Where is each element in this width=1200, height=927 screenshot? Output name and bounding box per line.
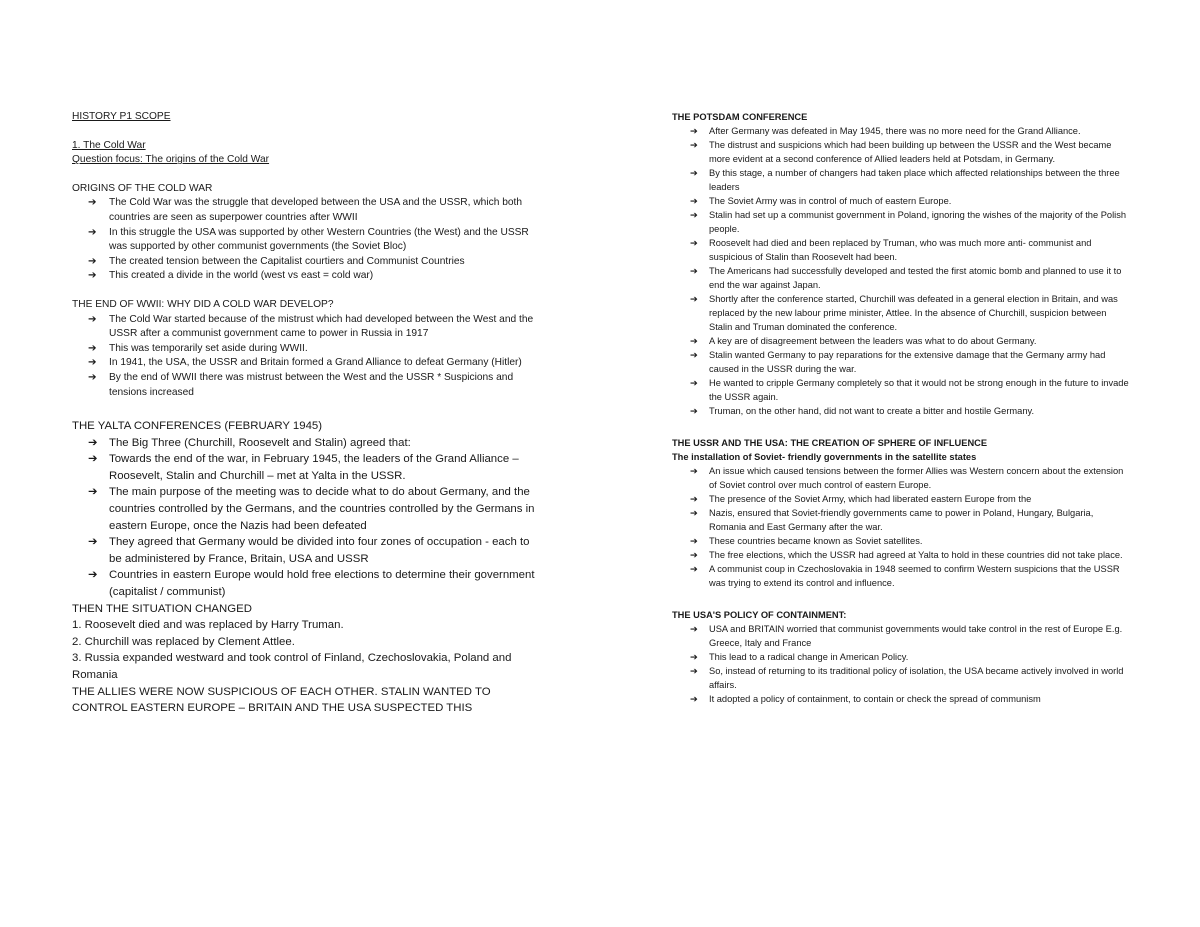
arrow-icon: ➔	[690, 406, 698, 416]
list-item: ➔ These countries became known as Soviet satellites.	[690, 536, 923, 546]
list-item: ➔ Roosevelt had died and been replaced by Truman, who was much more anti- communist and suspicious of Stalin than Roosevelt had been.	[690, 238, 1092, 262]
unit-title: 1. The Cold War	[72, 139, 146, 151]
list-item: ➔ Truman, on the other hand, did not want to create a bitter and hostile Germany.	[690, 406, 1035, 416]
arrow-icon: ➔	[690, 564, 698, 574]
change-item: 1. Roosevelt died and was replaced by Harry Truman.	[72, 619, 344, 632]
list-item: ➔ By this stage, a number of changers had taken place which affected relationships between the three leaders	[690, 168, 1120, 192]
arrow-icon: ➔	[690, 126, 698, 136]
arrow-icon: ➔	[690, 266, 698, 276]
list-item: ➔ The Americans had successfully developed and tested the first atomic bomb and planned to use it to end the war against Japan.	[690, 266, 1122, 290]
arrow-icon: ➔	[690, 694, 698, 704]
arrow-icon: ➔	[690, 210, 698, 220]
situation-changed-title: THEN THE SITUATION CHANGED	[72, 602, 252, 615]
arrow-icon: ➔	[88, 342, 97, 354]
arrow-icon: ➔	[690, 140, 698, 150]
arrow-icon: ➔	[88, 197, 97, 209]
yalta-list	[72, 435, 542, 601]
list-item: ➔ The created tension between the Capitalist courtiers and Communist Countries	[72, 255, 542, 270]
arrow-icon: ➔	[88, 357, 97, 369]
arrow-icon: ➔	[88, 371, 97, 383]
right-column	[672, 110, 1132, 706]
potsdam-title: THE POTSDAM CONFERENCE	[672, 112, 808, 122]
arrow-icon: ➔	[690, 378, 698, 388]
arrow-icon: ➔	[88, 255, 97, 267]
yalta-title: THE YALTA CONFERENCES (FEBRUARY 1945)	[72, 420, 323, 433]
list-item: ➔ He wanted to cripple Germany completely so that it would not be strong enough in the future to invade the USSR again.	[690, 378, 1129, 402]
list-item: ➔ This lead to a radical change in American Policy.	[690, 652, 909, 662]
arrow-icon: ➔	[88, 486, 98, 499]
arrow-icon: ➔	[690, 550, 698, 560]
list-item: ➔ Stalin wanted Germany to pay reparations for the extensive damage that the Germany army had caused in the USSR during the war.	[690, 350, 1106, 374]
end-of-wwii-title: THE END OF WWII: WHY DID A COLD WAR DEVELOP?	[72, 298, 334, 310]
yalta-section	[72, 418, 542, 717]
list-item: ➔ By the end of WWII there was mistrust between the West and the USSR * Suspicions and tensions increased	[88, 371, 514, 398]
arrow-icon: ➔	[88, 436, 98, 449]
arrow-icon: ➔	[690, 666, 698, 676]
containment-list	[672, 622, 1132, 706]
arrow-icon: ➔	[690, 350, 698, 360]
list-item: ➔ The Cold War started because of the mistrust which had developed between the West and the USSR after a communist government came to power in Russia in 1917	[88, 313, 534, 340]
list-item: ➔ The distrust and suspicions which had been building up between the USSR and the West became more evident at a second conference of Allied leaders held at Potsdam, in Germany.	[690, 140, 1112, 164]
origins-list	[72, 196, 542, 284]
list-item: ➔ A communist coup in Czechoslovakia in 1948 seemed to confirm Western suspicions that the USSR was trying to extend its control and influence.	[690, 564, 1120, 588]
potsdam-section	[672, 110, 1132, 418]
change-item: 2. Churchill was replaced by Clement Attlee.	[72, 635, 295, 648]
list-item: ➔ So, instead of returning to its traditional policy of isolation, the USA became actively involved in world affairs.	[690, 666, 1124, 690]
arrow-icon: ➔	[690, 508, 698, 518]
potsdam-list	[672, 124, 1132, 418]
list-item: ➔ USA and BRITAIN worried that communist governments would take control in the rest of Europe E.g. Greece, Italy and France	[690, 624, 1123, 648]
containment-title: THE USA'S POLICY OF CONTAINMENT:	[672, 610, 847, 620]
arrow-icon: ➔	[690, 494, 698, 504]
list-item: ➔ Shortly after the conference started, Churchill was defeated in a general election in Britain, and was replaced by the new labour prime minister, Attlee. In the absence of Churchill, suspicion between Stalin and Truman dominated the conference.	[690, 294, 1118, 332]
arrow-icon: ➔	[88, 270, 97, 282]
list-item: ➔ The Big Three (Churchill, Roosevelt and Stalin) agreed that:	[72, 435, 542, 452]
change-item: 3. Russia expanded westward and took control of Finland, Czechoslovakia, Poland and Romania	[72, 652, 512, 681]
arrow-icon: ➔	[690, 336, 698, 346]
list-item: ➔ This created a divide in the world (west vs east = cold war)	[72, 269, 542, 284]
list-item: ➔ The presence of the Soviet Army, which had liberated eastern Europe from the	[690, 494, 1032, 504]
list-item: ➔ It adopted a policy of containment, to contain or check the spread of communism	[690, 694, 1041, 704]
arrow-icon: ➔	[88, 536, 98, 549]
arrow-icon: ➔	[690, 624, 698, 634]
arrow-icon: ➔	[690, 168, 698, 178]
arrow-icon: ➔	[690, 294, 698, 304]
list-item: ➔ The main purpose of the meeting was to decide what to do about Germany, and the countries controlled by the Germans, and the countries controlled by the Germans in eastern Europe, once the Nazis had been defeated	[88, 486, 535, 532]
list-item: ➔ In this struggle the USA was supported by other Western Countries (the West) and the USSR was supported by other communist governments (the Soviet Bloc)	[88, 226, 529, 253]
arrow-icon: ➔	[690, 196, 698, 206]
list-item: ➔ They agreed that Germany would be divided into four zones of occupation - each to be administered by France, Britain, USA and USSR	[88, 536, 530, 565]
sphere-subtitle: The installation of Soviet- friendly governments in the satellite states	[672, 452, 977, 462]
conclusion-text: THE ALLIES WERE NOW SUSPICIOUS OF EACH OTHER. STALIN WANTED TO CONTROL EASTERN EUROPE – BRITAIN AND THE USA SUSPECTED THIS	[72, 685, 491, 715]
containment-section	[672, 608, 1132, 706]
end-of-wwii-section	[72, 298, 542, 400]
arrow-icon: ➔	[88, 453, 98, 466]
arrow-icon: ➔	[88, 569, 98, 582]
list-item: ➔ Towards the end of the war, in February 1945, the leaders of the Grand Alliance – Roosevelt, Stalin and Churchill – met at Yalta in the USSR.	[88, 453, 519, 482]
list-item: ➔ Stalin had set up a communist government in Poland, ignoring the wishes of the majority of the Polish people.	[690, 210, 1127, 234]
document-heading: HISTORY P1 SCOPE	[72, 111, 171, 122]
arrow-icon: ➔	[690, 466, 698, 476]
list-item: ➔ After Germany was defeated in May 1945, there was no more need for the Grand Alliance.	[690, 126, 1081, 136]
arrow-icon: ➔	[88, 313, 97, 325]
list-item: ➔ Countries in eastern Europe would hold free elections to determine their government (capitalist / communist)	[88, 569, 535, 599]
arrow-icon: ➔	[690, 652, 698, 662]
list-item: ➔ The Soviet Army was in control of much of eastern Europe.	[690, 196, 952, 206]
origins-section	[72, 182, 542, 284]
list-item: ➔ Nazis, ensured that Soviet-friendly governments came to power in Poland, Hungary, Bulgaria, Romania and East Germany after the war.	[690, 508, 1094, 532]
sphere-list	[672, 464, 1132, 590]
question-focus: Question focus: The origins of the Cold War	[72, 154, 270, 166]
sphere-title: THE USSR AND THE USA: THE CREATION OF SPHERE OF INFLUENCE	[672, 438, 988, 448]
list-item: ➔ The free elections, which the USSR had agreed at Yalta to hold in these countries did not take place.	[690, 550, 1123, 560]
sphere-section	[672, 436, 1132, 590]
arrow-icon: ➔	[690, 536, 698, 546]
left-column	[72, 110, 542, 717]
end-of-wwii-list	[72, 313, 542, 401]
list-item: ➔ An issue which caused tensions between the former Allies was Western concern about the extension of Soviet control over much control of eastern Europe.	[690, 466, 1124, 490]
arrow-icon: ➔	[690, 238, 698, 248]
list-item: ➔ The Cold War was the struggle that developed between the USA and the USSR, which both countries are seen as superpower countries after WWII	[88, 197, 523, 223]
origins-title: ORIGINS OF THE COLD WAR	[72, 182, 213, 194]
list-item: ➔ This was temporarily set aside during WWII.	[72, 342, 542, 357]
arrow-icon: ➔	[88, 226, 97, 238]
list-item: ➔ A key are of disagreement between the leaders was what to do about Germany.	[690, 336, 1037, 346]
list-item: ➔ In 1941, the USA, the USSR and Britain formed a Grand Alliance to defeat Germany (Hitler)	[72, 356, 542, 371]
